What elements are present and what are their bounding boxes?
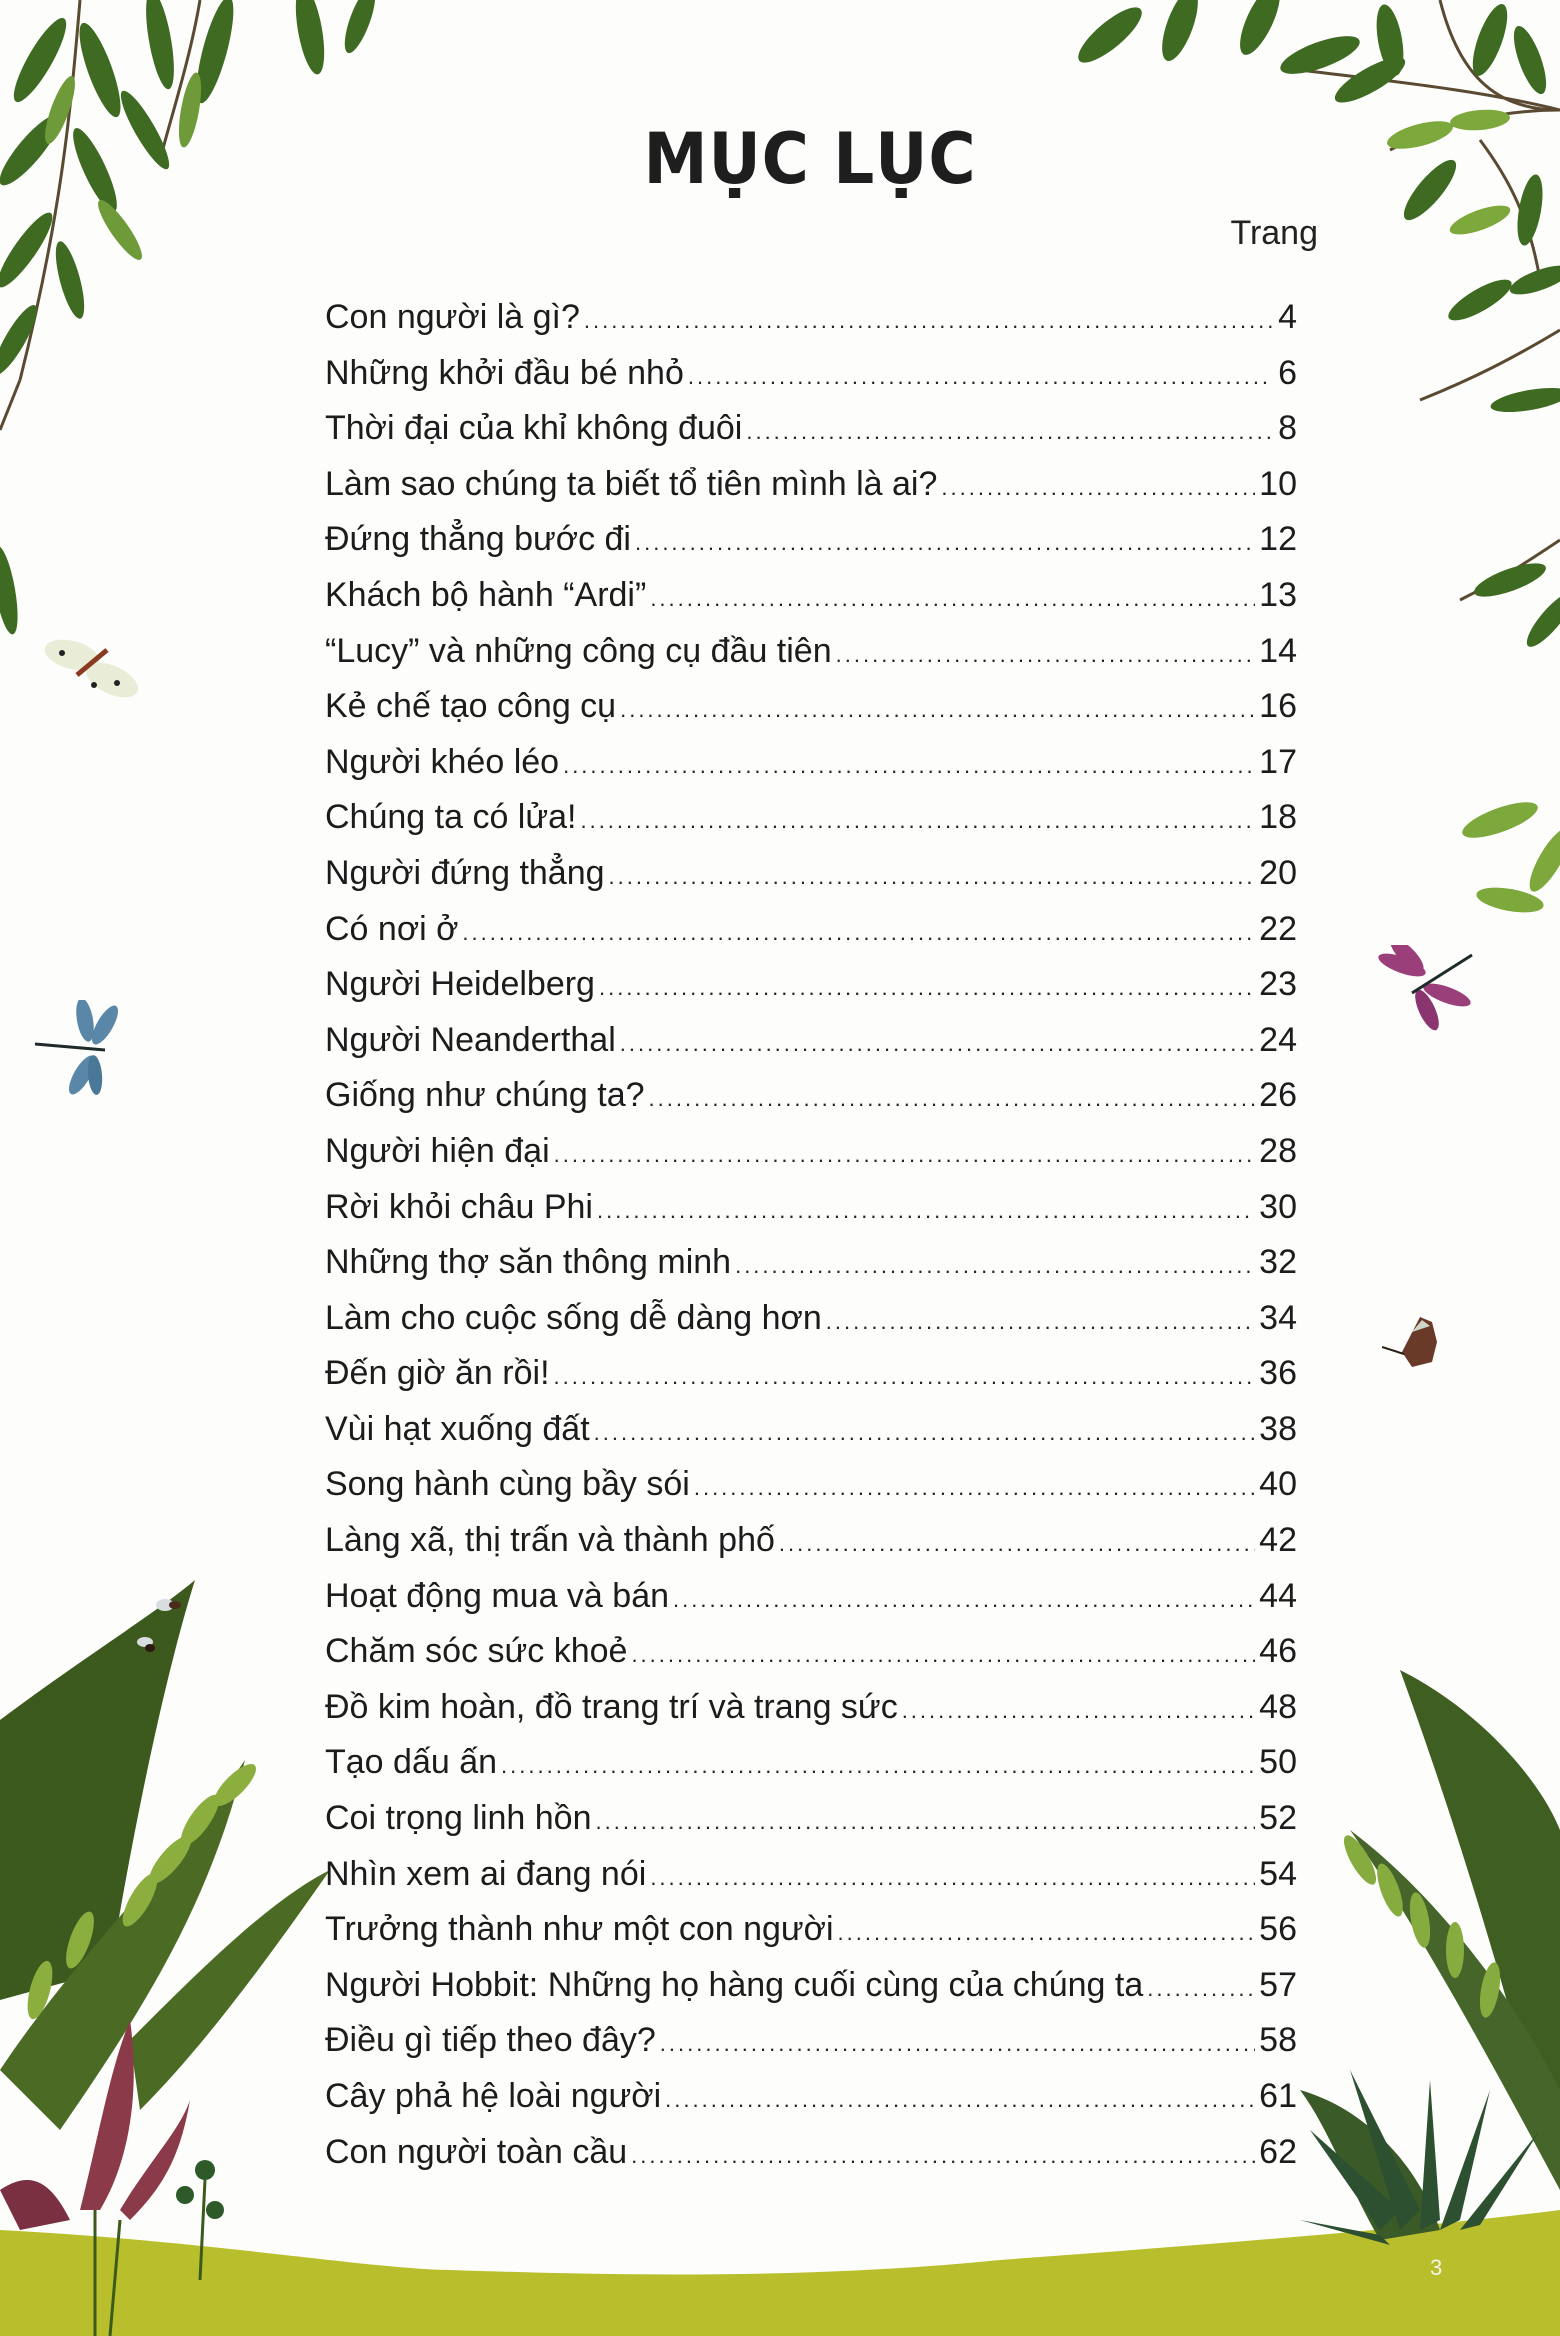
toc-entry[interactable] — [325, 846, 1297, 902]
toc-entry-page: 38 — [1259, 1409, 1297, 1448]
dot-leader — [779, 1516, 1255, 1572]
toc-entry-page: 61 — [1259, 2077, 1297, 2115]
dot-leader — [1147, 1961, 1255, 2017]
dot-leader — [563, 738, 1255, 794]
toc-entry[interactable] — [325, 1624, 1297, 1680]
white-butterfly-icon — [42, 635, 142, 700]
toc-entry-page: 48 — [1259, 1687, 1297, 1726]
dot-leader — [635, 515, 1255, 571]
dot-leader — [609, 849, 1256, 905]
toc-entry-page: 18 — [1259, 798, 1297, 837]
dot-leader — [599, 960, 1255, 1016]
toc-entry-page: 13 — [1259, 575, 1297, 614]
dot-leader — [688, 349, 1273, 405]
brown-moth-icon — [1382, 1312, 1452, 1377]
page-number: 3 — [1430, 2255, 1443, 2280]
toc-entry[interactable] — [325, 2125, 1297, 2181]
toc-entry-title: Trưởng thành như một con người — [325, 1910, 834, 1949]
toc-entry-page: 32 — [1259, 1243, 1297, 1282]
toc-entry-page: 24 — [1259, 1020, 1297, 1059]
toc-entry-page: 56 — [1259, 1910, 1297, 1949]
dot-leader — [902, 1683, 1255, 1739]
toc-entry-page: 8 — [1278, 409, 1297, 448]
toc-entry-page: 4 — [1278, 298, 1297, 336]
page-title: MỤC LỤC — [643, 118, 977, 200]
toc-entry-page: 40 — [1259, 1465, 1297, 1504]
dot-leader — [650, 1850, 1255, 1906]
toc-entry-title: Làng xã, thị trấn và thành phố — [325, 1521, 775, 1560]
dot-leader — [501, 1738, 1255, 1794]
toc-entry-page: 44 — [1259, 1576, 1297, 1615]
toc-entry[interactable] — [325, 1068, 1297, 1124]
toc-entry[interactable] — [325, 457, 1297, 513]
dot-leader — [673, 1572, 1255, 1628]
dot-leader — [838, 1905, 1256, 1961]
toc-entry-title: Giống như chúng ta? — [325, 1076, 645, 1115]
toc-entry-title: Rời khỏi châu Phi — [325, 1187, 593, 1226]
toc-entry-page: 20 — [1259, 853, 1297, 892]
toc-entry[interactable] — [325, 1569, 1297, 1625]
toc-entry-page: 54 — [1259, 1854, 1297, 1893]
toc-entry-title: Người Heidelberg — [325, 965, 595, 1004]
toc-entry-title: Coi trọng linh hồn — [325, 1799, 592, 1838]
toc-entry[interactable] — [325, 902, 1297, 958]
toc-entry-title: Người Hobbit: Những họ hàng cuối cùng của chúng ta — [325, 1965, 1144, 2004]
toc-entry-title: Cây phả hệ loài người — [325, 2077, 662, 2115]
dot-leader — [826, 1294, 1255, 1350]
toc-entry-title: Làm sao chúng ta biết tổ tiên mình là ai? — [325, 464, 938, 503]
dot-leader — [620, 682, 1255, 738]
dot-leader — [650, 571, 1255, 627]
toc-entry[interactable] — [325, 1124, 1297, 1180]
toc-entry[interactable] — [325, 1958, 1297, 2014]
dot-leader — [594, 1405, 1256, 1461]
dot-leader — [620, 1016, 1255, 1072]
toc-entry-page: 36 — [1259, 1354, 1297, 1393]
dot-leader — [649, 1071, 1256, 1127]
toc-entry[interactable] — [325, 1680, 1297, 1736]
toc-entry-title: Chúng ta có lửa! — [325, 798, 577, 837]
dot-leader — [631, 1627, 1255, 1683]
toc-entry[interactable] — [325, 1235, 1297, 1291]
toc-entry-title: Hoạt động mua và bán — [325, 1576, 670, 1615]
toc-entry-page: 17 — [1259, 742, 1297, 781]
toc-entry-title: Người hiện đại — [325, 1131, 550, 1170]
toc-entry[interactable] — [325, 346, 1297, 402]
toc-entry-page: 22 — [1259, 909, 1297, 948]
toc-entry-title: Làm cho cuộc sống dễ dàng hơn — [325, 1298, 822, 1337]
toc-entry-page: 58 — [1259, 2021, 1297, 2060]
toc-entry-page: 28 — [1259, 1131, 1297, 1170]
dot-leader — [836, 627, 1256, 683]
toc-entry-page: 30 — [1259, 1187, 1297, 1226]
dot-leader — [941, 460, 1255, 516]
dot-leader — [554, 1127, 1256, 1183]
toc-entry-title: Đứng thẳng bước đi — [325, 520, 631, 559]
toc-entry-title: Con người toàn cầu — [325, 2132, 628, 2171]
toc-entry[interactable] — [325, 1013, 1297, 1069]
toc-entry-title: Song hành cùng bầy sói — [325, 1465, 690, 1504]
dot-leader — [694, 1460, 1255, 1516]
toc-entry-title: Những khởi đầu bé nhỏ — [325, 353, 684, 392]
toc-entry-title: Đến giờ ăn rồi! — [325, 1354, 550, 1393]
toc-entry-title: Thời đại của khỉ không đuôi — [325, 409, 743, 448]
toc-entry[interactable] — [325, 2013, 1297, 2069]
dot-leader — [735, 1238, 1255, 1294]
toc-entry[interactable] — [325, 401, 1297, 457]
toc-entry-page: 12 — [1259, 520, 1297, 559]
toc-entry-page: 23 — [1259, 965, 1297, 1004]
toc-entry-title: Vùi hạt xuống đất — [325, 1409, 590, 1448]
toc-entry-title: Những thợ săn thông minh — [325, 1243, 732, 1282]
toc-entry[interactable] — [325, 1180, 1297, 1236]
toc-entry[interactable] — [325, 1346, 1297, 1402]
toc-entry[interactable] — [325, 790, 1297, 846]
bottom-right-plants-illustration — [1290, 1630, 1560, 2336]
toc-entry-title: Nhìn xem ai đang nói — [325, 1854, 647, 1893]
toc-entry-page: 42 — [1259, 1521, 1297, 1560]
toc-entry[interactable] — [325, 290, 1297, 346]
toc-entry-page: 46 — [1259, 1632, 1297, 1671]
toc-entry-page: 57 — [1259, 1965, 1297, 2004]
toc-entry-title: Chăm sóc sức khoẻ — [325, 1632, 628, 1671]
toc-entry[interactable] — [325, 1513, 1297, 1569]
toc-entry-page: 62 — [1259, 2132, 1297, 2171]
toc-entry-page: 10 — [1259, 464, 1297, 503]
dot-leader — [660, 2016, 1255, 2072]
toc-entry-page: 34 — [1259, 1298, 1297, 1337]
page-column-label: Trang — [1230, 214, 1318, 252]
toc-entry-page: 16 — [1259, 687, 1297, 726]
toc-entry-title: Người đứng thẳng — [325, 853, 605, 892]
toc-entry[interactable] — [325, 735, 1297, 791]
dot-leader — [584, 293, 1273, 349]
toc-entry[interactable] — [325, 568, 1297, 624]
toc-entry-page: 6 — [1278, 353, 1297, 392]
toc-entry[interactable] — [325, 1457, 1297, 1513]
dot-leader — [580, 793, 1255, 849]
toc-entry[interactable] — [325, 1735, 1297, 1791]
dot-leader — [665, 2072, 1255, 2128]
dot-leader — [554, 1349, 1256, 1405]
dot-leader — [631, 2128, 1255, 2184]
toc-entry-title: Đồ kim hoàn, đồ trang trí và trang sức — [325, 1687, 898, 1726]
toc-entry[interactable] — [325, 1791, 1297, 1847]
dot-leader — [596, 1794, 1256, 1850]
toc-entry-page: 52 — [1259, 1799, 1297, 1838]
toc-entry[interactable] — [325, 957, 1297, 1013]
dot-leader — [462, 905, 1255, 961]
toc-entry-page: 50 — [1259, 1743, 1297, 1782]
toc-entry[interactable] — [325, 1902, 1297, 1958]
bottom-left-plants-illustration — [0, 1570, 360, 2336]
toc-entry[interactable] — [325, 1847, 1297, 1903]
toc-entry-title: Tạo dấu ấn — [325, 1743, 498, 1782]
toc-entry[interactable] — [325, 1291, 1297, 1347]
purple-dragonfly-icon — [1372, 945, 1482, 1035]
toc-entry-title: Người Neanderthal — [325, 1020, 616, 1059]
toc-entry[interactable] — [325, 2069, 1297, 2125]
toc-entry-page: 26 — [1259, 1076, 1297, 1115]
toc-entry-page: 14 — [1259, 631, 1297, 670]
toc-entry[interactable] — [325, 512, 1297, 568]
dot-leader — [597, 1183, 1255, 1239]
table-of-contents — [325, 290, 1297, 2180]
toc-entry-title: Người khéo léo — [325, 742, 560, 781]
toc-entry-title: Kẻ chế tạo công cụ — [325, 687, 617, 726]
toc-entry-title: Khách bộ hành “Ardi” — [325, 575, 647, 614]
toc-entry-title: “Lucy” và những công cụ đầu tiên — [325, 631, 832, 670]
toc-entry-title: Có nơi ở — [325, 909, 459, 948]
toc-entry[interactable] — [325, 679, 1297, 735]
blue-dragonfly-icon — [30, 1000, 125, 1100]
toc-entry-title: Con người là gì? — [325, 298, 580, 336]
toc-entry[interactable] — [325, 1402, 1297, 1458]
dot-leader — [746, 404, 1273, 460]
toc-entry[interactable] — [325, 624, 1297, 680]
toc-entry-title: Điều gì tiếp theo đây? — [325, 2021, 656, 2060]
